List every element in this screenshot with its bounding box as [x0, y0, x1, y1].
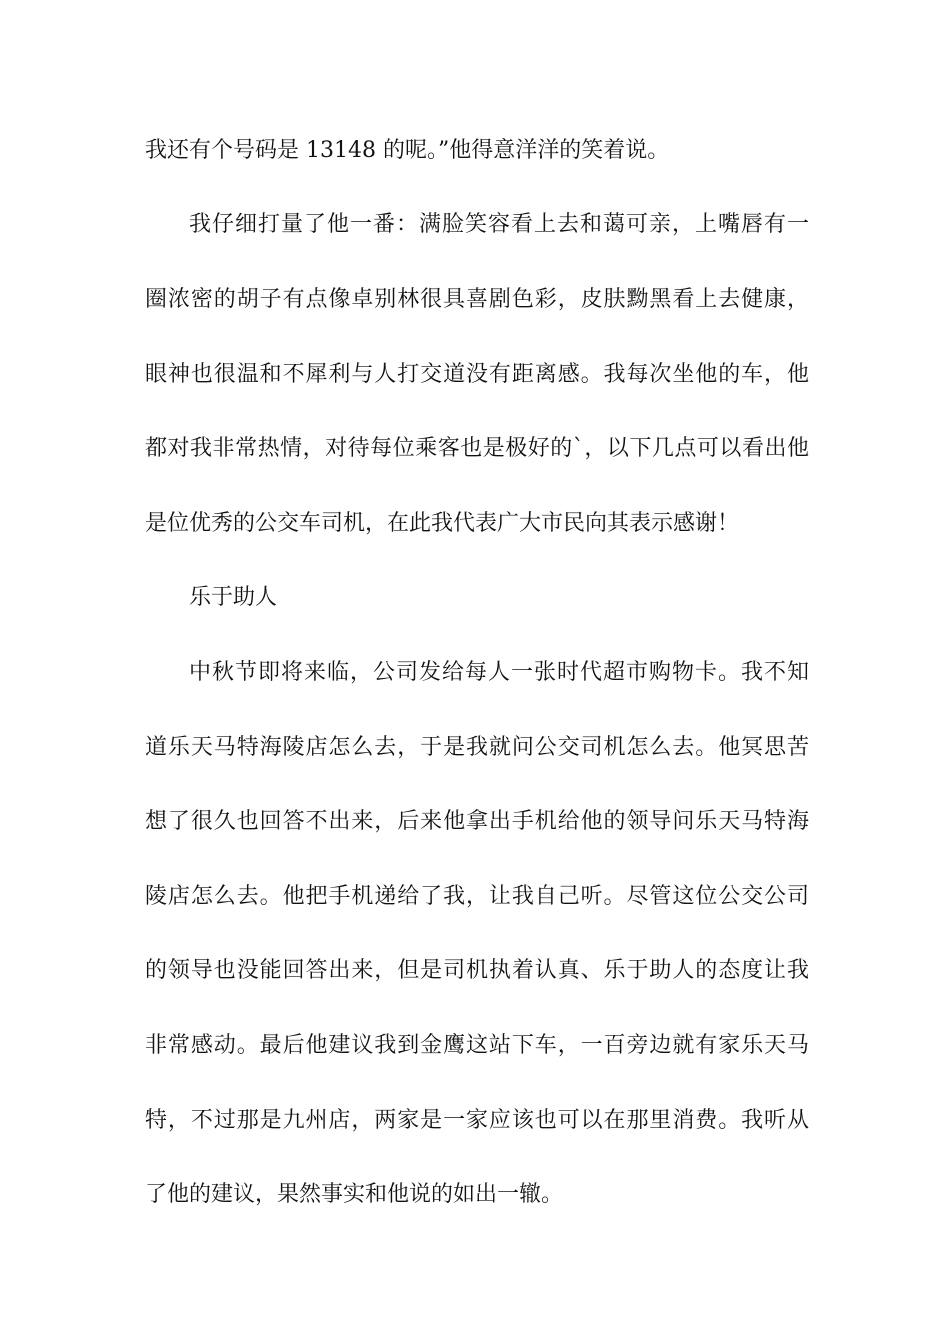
text-line: 的领导也没能回答出来，但是司机执着认真、乐于助人的态度让我	[145, 958, 809, 983]
text-line: 是位优秀的公交车司机，在此我代表广大市民向其表示感谢！	[145, 511, 740, 536]
paragraph-start-line: 中秋节即将来临，公司发给每人一张时代超市购物卡。我不知	[189, 660, 809, 685]
text-line: 眼神也很温和不犀利与人打交道没有距离感。我每次坐他的车，他	[145, 362, 809, 387]
text-line: 想了很久也回答不出来，后来他拿出手机给他的领导问乐天马特海	[145, 809, 809, 834]
text-line: 我还有个号码是 13148 的呢。”他得意洋洋的笑着说。	[145, 138, 670, 163]
text-line: 圈浓密的胡子有点像卓别林很具喜剧色彩，皮肤黝黑看上去健康，	[145, 287, 809, 312]
text-line: 都对我非常热情，对待每位乘客也是极好的`，以下几点可以看出他	[145, 436, 809, 461]
text-line: 非常感动。最后他建议我到金鹰这站下车，一百旁边就有家乐天马	[145, 1033, 809, 1058]
text-line: 道乐天马特海陵店怎么去，于是我就问公交司机怎么去。他冥思苦	[145, 735, 809, 760]
text-line: 了他的建议，果然事实和他说的如出一辙。	[145, 1182, 564, 1207]
paragraph-start-line: 我仔细打量了他一番：满脸笑容看上去和蔼可亲，上嘴唇有一	[189, 212, 809, 237]
section-heading: 乐于助人	[189, 585, 278, 610]
text-line: 陵店怎么去。他把手机递给了我，让我自己听。尽管这位公交公司	[145, 884, 809, 909]
text-line: 特，不过那是九州店，两家是一家应该也可以在那里消费。我听从	[145, 1108, 809, 1133]
